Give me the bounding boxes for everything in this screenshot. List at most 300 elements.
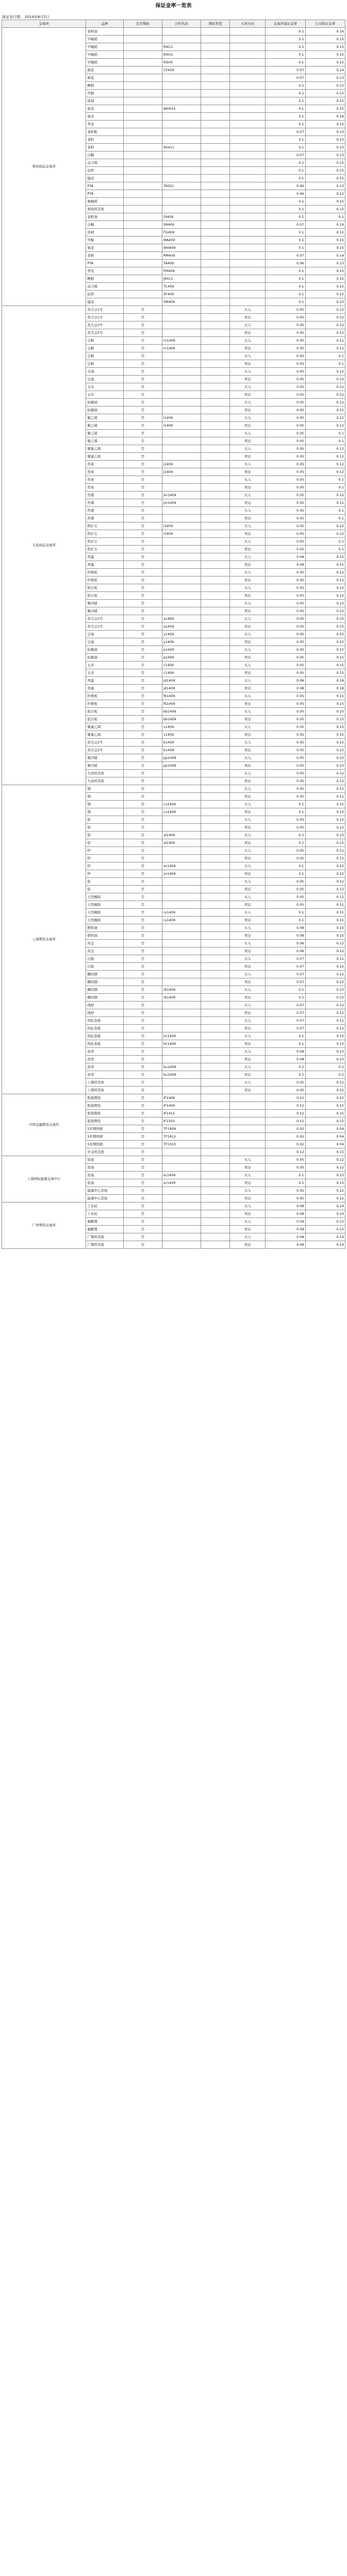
exchange-margin-cell: 0.05 bbox=[266, 646, 305, 654]
contract-code-cell bbox=[162, 151, 201, 159]
product-cell: 玻璃 bbox=[86, 229, 123, 236]
is-option-cell: 否 bbox=[123, 522, 162, 530]
contract-code-cell: SR409 bbox=[162, 221, 201, 229]
contract-code-cell bbox=[162, 1233, 201, 1241]
is-option-cell: 否 bbox=[123, 1133, 162, 1141]
page-title: 保证金率一览表 bbox=[155, 3, 192, 9]
exchange-margin-cell: 0.05 bbox=[266, 886, 305, 893]
contract-code-cell: al1409 bbox=[162, 832, 201, 839]
direction-cell bbox=[230, 121, 266, 128]
is-option-cell: 否 bbox=[123, 677, 162, 685]
contract-code-cell: l1409 bbox=[162, 414, 201, 422]
exchange-margin-cell: 0.05 bbox=[266, 515, 305, 522]
direction-cell: 买入 bbox=[230, 677, 266, 685]
exchange-margin-cell: 0.1 bbox=[266, 291, 305, 298]
direction-cell bbox=[230, 1110, 266, 1117]
is-option-cell: 否 bbox=[123, 476, 162, 484]
company-margin-cell: 0.12 bbox=[305, 337, 345, 345]
direction-cell: 买入 bbox=[230, 847, 266, 855]
meta-date-label: 保证金日期： bbox=[2, 15, 24, 19]
option-type-cell bbox=[201, 932, 230, 940]
contract-code-cell: TA501 bbox=[162, 182, 201, 190]
direction-cell: 卖出 bbox=[230, 484, 266, 492]
contract-code-cell: CF409 bbox=[162, 66, 201, 74]
contract-code-cell: j1409 bbox=[162, 468, 201, 476]
product-cell: 铜 bbox=[86, 785, 123, 793]
company-margin-cell: 0.15 bbox=[305, 82, 345, 90]
product-cell: 原油 bbox=[86, 1156, 123, 1164]
exchange-margin-cell: 0.07 bbox=[266, 963, 305, 971]
is-option-cell: 否 bbox=[123, 747, 162, 754]
option-type-cell bbox=[201, 584, 230, 592]
option-type-cell bbox=[201, 28, 230, 36]
company-margin-cell: 0.15 bbox=[305, 801, 345, 808]
direction-cell bbox=[230, 198, 266, 206]
direction-cell: 买入 bbox=[230, 414, 266, 422]
exchange-margin-cell: 0.05 bbox=[266, 638, 305, 646]
product-cell: PTA bbox=[86, 260, 123, 267]
company-margin-cell: 0.12 bbox=[305, 777, 345, 785]
product-cell: 菜籽 bbox=[86, 144, 123, 151]
product-cell: 天然橡胶 bbox=[86, 893, 123, 901]
product-cell: 菜籽油 bbox=[86, 28, 123, 36]
contract-code-cell: bb1409 bbox=[162, 708, 201, 716]
direction-cell: 卖出 bbox=[230, 329, 266, 337]
product-cell: 上期所其他 bbox=[86, 1087, 123, 1094]
product-cell: 硅铁 bbox=[86, 167, 123, 175]
contract-code-cell bbox=[162, 600, 201, 607]
is-option-cell bbox=[123, 105, 162, 113]
product-cell: 聚氯乙烯 bbox=[86, 723, 123, 731]
contract-code-cell: TF1412 bbox=[162, 1133, 201, 1141]
exchange-margin-cell: 0.05 bbox=[266, 901, 305, 909]
option-type-cell bbox=[201, 893, 230, 901]
direction-cell bbox=[230, 298, 266, 306]
company-margin-cell: 0.12 bbox=[305, 978, 345, 986]
exchange-margin-cell: 0.08 bbox=[266, 561, 305, 569]
direction-cell: 买入 bbox=[230, 507, 266, 515]
direction-cell bbox=[230, 252, 266, 260]
is-option-cell: 否 bbox=[123, 723, 162, 731]
option-type-cell bbox=[201, 275, 230, 283]
company-margin-cell: 0.14 bbox=[305, 1241, 345, 1249]
contract-code-cell bbox=[162, 584, 201, 592]
product-cell: 聚乙烯 bbox=[86, 414, 123, 422]
exchange-margin-cell: 0.1 bbox=[266, 113, 305, 121]
option-type-cell bbox=[201, 739, 230, 747]
direction-cell: 卖出 bbox=[230, 1241, 266, 1249]
is-option-cell: 否 bbox=[123, 1025, 162, 1032]
direction-cell: 买入 bbox=[230, 569, 266, 577]
option-type-cell bbox=[201, 1148, 230, 1156]
option-type-cell bbox=[201, 213, 230, 221]
contract-code-cell: jm1409 bbox=[162, 492, 201, 499]
product-cell: 股指期货 bbox=[86, 1094, 123, 1102]
direction-cell: 卖出 bbox=[230, 515, 266, 522]
is-option-cell: 否 bbox=[123, 924, 162, 932]
contract-code-cell bbox=[162, 878, 201, 886]
contract-code-cell: FG409 bbox=[162, 229, 201, 236]
contract-code-cell bbox=[162, 437, 201, 445]
option-type-cell bbox=[201, 700, 230, 708]
exchange-margin-cell: 0.08 bbox=[266, 932, 305, 940]
exchange-margin-cell: 0.1 bbox=[266, 994, 305, 1002]
exchange-margin-cell: 0.1 bbox=[266, 283, 305, 291]
direction-cell bbox=[230, 1133, 266, 1141]
exchange-margin-cell: 0.1 bbox=[266, 90, 305, 97]
product-cell: 锌 bbox=[86, 847, 123, 855]
company-margin-cell: 0.2 bbox=[305, 1063, 345, 1071]
direction-cell: 买入 bbox=[230, 662, 266, 669]
option-type-cell bbox=[201, 816, 230, 824]
option-type-cell bbox=[201, 167, 230, 175]
option-type-cell bbox=[201, 1218, 230, 1226]
contract-code-cell bbox=[162, 963, 201, 971]
exchange-margin-cell: 0.1 bbox=[266, 862, 305, 870]
is-option-cell: 否 bbox=[123, 561, 162, 569]
exchange-margin-cell: 0.05 bbox=[266, 314, 305, 321]
company-margin-cell: 0.1 bbox=[305, 430, 345, 437]
product-cell: 白糖 bbox=[86, 221, 123, 229]
option-type-cell bbox=[201, 383, 230, 391]
exchange-margin-cell: 0.08 bbox=[266, 1056, 305, 1063]
direction-cell: 卖出 bbox=[230, 1195, 266, 1202]
is-option-cell bbox=[123, 213, 162, 221]
option-type-cell bbox=[201, 1179, 230, 1187]
option-type-cell bbox=[201, 770, 230, 777]
contract-code-cell bbox=[162, 406, 201, 414]
option-type-cell bbox=[201, 414, 230, 422]
exchange-margin-cell: 0.06 bbox=[266, 182, 305, 190]
company-margin-cell: 0.04 bbox=[305, 1125, 345, 1133]
is-option-cell: 否 bbox=[123, 662, 162, 669]
exchange-margin-cell: 0.05 bbox=[266, 878, 305, 886]
exchange-margin-cell: 0.05 bbox=[266, 391, 305, 399]
company-margin-cell: 0.12 bbox=[305, 1164, 345, 1172]
option-type-cell bbox=[201, 600, 230, 607]
company-margin-cell: 0.12 bbox=[305, 399, 345, 406]
is-option-cell: 否 bbox=[123, 646, 162, 654]
exchange-margin-cell: 0.05 bbox=[266, 376, 305, 383]
direction-cell: 买入 bbox=[230, 646, 266, 654]
product-cell: 线材 bbox=[86, 1002, 123, 1009]
product-cell: 股指期货 bbox=[86, 1110, 123, 1117]
company-margin-cell: 0.15 bbox=[305, 708, 345, 716]
company-margin-cell: 0.2 bbox=[305, 1071, 345, 1079]
direction-cell: 卖出 bbox=[230, 437, 266, 445]
contract-code-cell bbox=[162, 777, 201, 785]
option-type-cell bbox=[201, 1025, 230, 1032]
company-margin-cell: 0.12 bbox=[305, 190, 345, 198]
exchange-margin-cell: 0.05 bbox=[266, 321, 305, 329]
company-margin-cell: 0.15 bbox=[305, 206, 345, 213]
direction-cell: 卖出 bbox=[230, 947, 266, 955]
option-type-cell bbox=[201, 321, 230, 329]
company-margin-cell: 0.15 bbox=[305, 298, 345, 306]
option-type-cell bbox=[201, 1141, 230, 1148]
company-margin-cell: 0.13 bbox=[305, 128, 345, 136]
contract-code-cell: cu1409 bbox=[162, 808, 201, 816]
company-margin-cell: 0.15 bbox=[305, 832, 345, 839]
direction-cell: 卖出 bbox=[230, 654, 266, 662]
product-cell: 早籼稻 bbox=[86, 59, 123, 66]
contract-code-cell: RS411 bbox=[162, 144, 201, 151]
exchange-margin-cell: 0.05 bbox=[266, 654, 305, 662]
option-type-cell bbox=[201, 82, 230, 90]
option-type-cell bbox=[201, 51, 230, 59]
option-type-cell bbox=[201, 1210, 230, 1218]
exchange-margin-cell: 0.1 bbox=[266, 832, 305, 839]
option-type-cell bbox=[201, 437, 230, 445]
exchange-margin-cell: 0.05 bbox=[266, 600, 305, 607]
is-option-cell: 否 bbox=[123, 399, 162, 406]
exchange-margin-cell: 0.07 bbox=[266, 66, 305, 74]
is-option-cell: 否 bbox=[123, 731, 162, 739]
exchange-margin-cell: 0.05 bbox=[266, 492, 305, 499]
is-option-cell bbox=[123, 190, 162, 198]
contract-code-cell: TC409 bbox=[162, 283, 201, 291]
product-cell: 鸡蛋 bbox=[86, 561, 123, 569]
contract-code-cell: y1409 bbox=[162, 631, 201, 638]
option-type-cell bbox=[201, 445, 230, 453]
contract-code-cell bbox=[162, 113, 201, 121]
company-margin-cell: 0.18 bbox=[305, 685, 345, 692]
is-option-cell: 否 bbox=[123, 963, 162, 971]
contract-code-cell bbox=[162, 399, 201, 406]
exchange-margin-cell: 0.1 bbox=[266, 1071, 305, 1079]
option-type-cell bbox=[201, 646, 230, 654]
product-cell: 铁矿石 bbox=[86, 538, 123, 546]
direction-cell: 买入 bbox=[230, 445, 266, 453]
contract-code-cell: m1409 bbox=[162, 337, 201, 345]
direction-cell: 买入 bbox=[230, 971, 266, 978]
company-margin-cell: 0.12 bbox=[305, 785, 345, 793]
contract-code-cell bbox=[162, 82, 201, 90]
exchange-margin-cell: 0.05 bbox=[266, 1187, 305, 1195]
exchange-margin-cell: 0.05 bbox=[266, 546, 305, 553]
option-type-cell bbox=[201, 484, 230, 492]
direction-cell: 卖出 bbox=[230, 1226, 266, 1233]
is-option-cell bbox=[123, 291, 162, 298]
margin-table bbox=[2, 20, 345, 1249]
contract-code-cell bbox=[162, 1002, 201, 1009]
exchange-margin-cell: 0.05 bbox=[266, 816, 305, 824]
meta-date-value: 2014年8月5日 bbox=[25, 15, 49, 19]
exchange-margin-cell: 0.05 bbox=[266, 708, 305, 716]
exchange-margin-cell: 0.06 bbox=[266, 190, 305, 198]
option-type-cell bbox=[201, 723, 230, 731]
product-cell: 螺纹钢 bbox=[86, 978, 123, 986]
contract-code-cell: IF1503 bbox=[162, 1117, 201, 1125]
option-type-cell bbox=[201, 492, 230, 499]
option-type-cell bbox=[201, 716, 230, 723]
direction-cell: 卖出 bbox=[230, 577, 266, 584]
contract-code-cell: hc1409 bbox=[162, 1040, 201, 1048]
product-cell: 豆油 bbox=[86, 376, 123, 383]
exchange-margin-cell: 0.05 bbox=[266, 723, 305, 731]
direction-cell: 买入 bbox=[230, 461, 266, 468]
header-contract-type: 是否期权 bbox=[123, 20, 162, 28]
is-option-cell bbox=[123, 260, 162, 267]
table-meta bbox=[2, 14, 49, 20]
direction-cell: 卖出 bbox=[230, 391, 266, 399]
is-option-cell: 否 bbox=[123, 762, 162, 770]
is-option-cell: 否 bbox=[123, 600, 162, 607]
is-option-cell: 否 bbox=[123, 515, 162, 522]
direction-cell: 买入 bbox=[230, 816, 266, 824]
direction-cell bbox=[230, 1148, 266, 1156]
product-cell: 玉米 bbox=[86, 383, 123, 391]
is-option-cell: 否 bbox=[123, 955, 162, 963]
product-cell: 白银 bbox=[86, 963, 123, 971]
exchange-margin-cell: 0.05 bbox=[266, 731, 305, 739]
company-margin-cell: 0.15 bbox=[305, 59, 345, 66]
product-cell: 鸡蛋 bbox=[86, 677, 123, 685]
company-margin-cell: 0.12 bbox=[305, 1079, 345, 1087]
company-margin-cell: 0.12 bbox=[305, 492, 345, 499]
exchange-margin-cell: 0.1 bbox=[266, 1063, 305, 1071]
product-cell: 燃料油 bbox=[86, 932, 123, 940]
company-margin-cell: 0.12 bbox=[305, 1156, 345, 1164]
product-cell: 棕榈油 bbox=[86, 654, 123, 662]
option-type-cell bbox=[201, 808, 230, 816]
product-cell: 黄大豆2号 bbox=[86, 747, 123, 754]
company-margin-cell: 0.15 bbox=[305, 43, 345, 51]
option-type-cell bbox=[201, 260, 230, 267]
exchange-margin-cell: 0.05 bbox=[266, 592, 305, 600]
exchange-margin-cell: 0.08 bbox=[266, 924, 305, 932]
direction-cell: 卖出 bbox=[230, 607, 266, 615]
option-type-cell bbox=[201, 175, 230, 182]
option-type-cell bbox=[201, 422, 230, 430]
is-option-cell bbox=[123, 113, 162, 121]
option-type-cell bbox=[201, 1048, 230, 1056]
company-margin-cell: 0.12 bbox=[305, 1009, 345, 1017]
option-type-cell bbox=[201, 468, 230, 476]
exchange-margin-cell: 0.1 bbox=[266, 801, 305, 808]
product-cell: 早籼稻 bbox=[86, 43, 123, 51]
direction-cell: 卖出 bbox=[230, 530, 266, 538]
contract-code-cell: hc1409 bbox=[162, 1032, 201, 1040]
exchange-margin-cell: 0.05 bbox=[266, 569, 305, 577]
is-option-cell bbox=[123, 36, 162, 43]
exchange-margin-cell: 0.05 bbox=[266, 306, 305, 314]
contract-code-cell: j1409 bbox=[162, 461, 201, 468]
option-type-cell bbox=[201, 886, 230, 893]
company-margin-cell: 0.15 bbox=[305, 1048, 345, 1056]
exchange-margin-cell: 0.06 bbox=[266, 940, 305, 947]
option-type-cell bbox=[201, 685, 230, 692]
company-margin-cell: 0.12 bbox=[305, 406, 345, 414]
contract-code-cell: WH409 bbox=[162, 244, 201, 252]
contract-code-cell: pp1409 bbox=[162, 754, 201, 762]
option-type-cell bbox=[201, 662, 230, 669]
product-cell: 焦炭 bbox=[86, 476, 123, 484]
product-cell: 原油 bbox=[86, 1164, 123, 1172]
is-option-cell: 否 bbox=[123, 1017, 162, 1025]
product-cell: 铁矿石 bbox=[86, 530, 123, 538]
option-type-cell bbox=[201, 1164, 230, 1172]
company-margin-cell: 0.15 bbox=[305, 229, 345, 236]
direction-cell bbox=[230, 267, 266, 275]
option-type-cell bbox=[201, 546, 230, 553]
is-option-cell: 否 bbox=[123, 376, 162, 383]
direction-cell bbox=[230, 221, 266, 229]
direction-cell: 卖出 bbox=[230, 1087, 266, 1094]
company-margin-cell: 0.15 bbox=[305, 1056, 345, 1063]
is-option-cell: 否 bbox=[123, 692, 162, 700]
contract-code-cell bbox=[162, 1048, 201, 1056]
is-option-cell bbox=[123, 51, 162, 59]
company-margin-cell: 0.1 bbox=[305, 352, 345, 360]
is-option-cell: 否 bbox=[123, 1148, 162, 1156]
contract-code-cell bbox=[162, 1087, 201, 1094]
product-cell: 聚乙烯 bbox=[86, 430, 123, 437]
contract-code-cell: SM409 bbox=[162, 298, 201, 306]
option-type-cell bbox=[201, 515, 230, 522]
option-type-cell bbox=[201, 1017, 230, 1025]
is-option-cell: 否 bbox=[123, 1164, 162, 1172]
option-type-cell bbox=[201, 1094, 230, 1102]
exchange-margin-cell: 0.1 bbox=[266, 1179, 305, 1187]
direction-cell: 买入 bbox=[230, 1079, 266, 1087]
contract-code-cell bbox=[162, 368, 201, 376]
option-type-cell bbox=[201, 74, 230, 82]
is-option-cell bbox=[123, 244, 162, 252]
option-type-cell bbox=[201, 978, 230, 986]
direction-cell bbox=[230, 275, 266, 283]
is-option-cell: 否 bbox=[123, 793, 162, 801]
company-margin-cell: 0.12 bbox=[305, 793, 345, 801]
is-option-cell: 否 bbox=[123, 1179, 162, 1187]
exchange-margin-cell: 0.1 bbox=[266, 244, 305, 252]
option-type-cell bbox=[201, 507, 230, 515]
exchange-margin-cell: 0.02 bbox=[266, 1133, 305, 1141]
contract-code-cell: c1409 bbox=[162, 662, 201, 669]
product-cell: 焦煤 bbox=[86, 515, 123, 522]
exchange-margin-cell: 0.05 bbox=[266, 1164, 305, 1172]
option-type-cell bbox=[201, 283, 230, 291]
option-type-cell bbox=[201, 955, 230, 963]
company-margin-cell: 0.12 bbox=[305, 893, 345, 901]
direction-cell bbox=[230, 1117, 266, 1125]
exchange-margin-cell: 0.07 bbox=[266, 1009, 305, 1017]
is-option-cell: 否 bbox=[123, 1141, 162, 1148]
direction-cell: 买入 bbox=[230, 1032, 266, 1040]
exchange-margin-cell: 0.08 bbox=[266, 553, 305, 561]
contract-code-cell bbox=[162, 1148, 201, 1156]
is-option-cell: 否 bbox=[123, 1110, 162, 1117]
direction-cell: 卖出 bbox=[230, 546, 266, 553]
direction-cell bbox=[230, 105, 266, 113]
is-option-cell: 否 bbox=[123, 607, 162, 615]
contract-code-cell: p1409 bbox=[162, 654, 201, 662]
direction-cell: 卖出 bbox=[230, 1164, 266, 1172]
is-option-cell: 否 bbox=[123, 638, 162, 646]
is-option-cell: 否 bbox=[123, 1156, 162, 1164]
direction-cell bbox=[230, 283, 266, 291]
direction-cell bbox=[230, 36, 266, 43]
table-body bbox=[2, 28, 345, 1249]
direction-cell: 买入 bbox=[230, 708, 266, 716]
is-option-cell: 否 bbox=[123, 832, 162, 839]
company-margin-cell: 0.1 bbox=[305, 360, 345, 368]
contract-code-cell bbox=[162, 793, 201, 801]
direction-cell bbox=[230, 59, 266, 66]
direction-cell: 买入 bbox=[230, 1187, 266, 1195]
product-cell: 焦煤 bbox=[86, 499, 123, 507]
contract-code-cell: al1409 bbox=[162, 839, 201, 847]
